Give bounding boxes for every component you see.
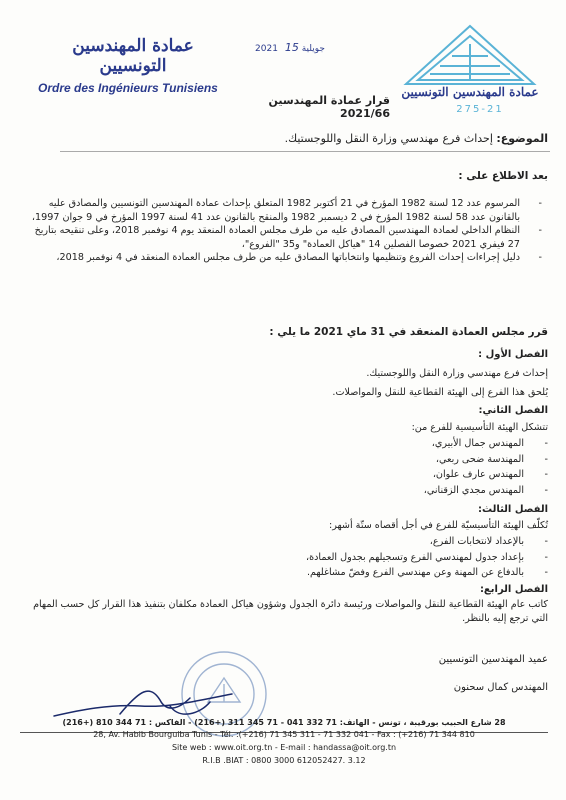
signatory-title: عميد المهندسين التونسيين bbox=[438, 654, 548, 665]
date-month: جويلية bbox=[301, 44, 325, 54]
list-item: - المرسوم عدد 12 لسنة 1982 المؤرخ في 21 أكتوبر 1982 المتعلق بإحداث عمادة المهندسين التونسيين والمصادق عليه بالقانون عدد 58 لسنة 1982 المؤرخ في 2 ديسمبر 1982 والمنقح بالقانون عدد 41 لسنة 1997 المؤرخ في 9 جوان 1997، bbox=[31, 198, 542, 223]
subject-underline bbox=[60, 151, 550, 152]
chapter-1-title: الفصل الأول : bbox=[478, 349, 548, 360]
founding-members-list bbox=[40, 436, 548, 498]
after-review-heading: بعد الاطلاع على : bbox=[458, 170, 548, 182]
footer-website-email: Site web : www.oit.org.tn - E-mail : handassa@oit.org.tn bbox=[171, 743, 397, 752]
committee-tasks-list bbox=[40, 534, 548, 581]
date-day: 15 bbox=[284, 41, 299, 54]
list-item: - بإعداد جدول لمهندسي الفرع وتسجيلهم بجدول العمادة، bbox=[306, 551, 548, 563]
chapter-1-text: إحداث فرع مهندسي وزارة النقل واللوجستيك. bbox=[366, 368, 548, 379]
chapter-4-text: كاتب عام الهيئة القطاعية للنقل والمواصلات ورئيسة دائرة الجدول وشؤون هياكل العمادة مكلفان بتنفيذ هذا القرار كل حسب المهام التي ترجع إليه بالنظر. bbox=[33, 599, 548, 624]
chapter-1-affiliation: يُلحق هذا الفرع إلى الهيئة القطاعية للنقل والمواصلات. bbox=[332, 387, 548, 398]
brand-name-french: Ordre des Ingénieurs Tunisiens bbox=[38, 81, 218, 95]
council-decision-heading: قرر مجلس العمادة المنعقد في 31 ماي 2021 ما يلي : bbox=[269, 326, 548, 338]
signatory-name: المهندس كمال سحنون bbox=[453, 682, 548, 693]
reference-number: 275-21 bbox=[456, 104, 504, 115]
list-item: - المهندس مجدي الزقناني، bbox=[423, 484, 548, 496]
date-year: 2021 bbox=[255, 44, 278, 54]
list-item: - بالإعداد لانتخابات الفرع، bbox=[429, 536, 548, 547]
list-item: - بالدفاع عن المهنة وعن مهندسي الفرع وفضّ مشاغلهم. bbox=[306, 567, 548, 578]
subject-label: الموضوع: bbox=[496, 132, 548, 145]
decision-title: قرار عمادة المهندسين 2021/66 bbox=[268, 94, 390, 120]
subject-line bbox=[20, 132, 548, 148]
chapter-2-intro: تتشكل الهيئة التأسيسية للفرع من: bbox=[411, 422, 548, 433]
footer-bank-rib: R.I.B .BIAT : 0800 3000 612052427. 3.12 bbox=[202, 756, 366, 765]
logo-caption-arabic: عمادة المهندسين التونسيين bbox=[401, 85, 539, 99]
list-item: - دليل إجراءات إحداث الفروع وتنظيمها وانتخاباتها المصادق عليه من طرف مجلس العمادة المنعقد في 4 نوفمبر 2018، bbox=[56, 252, 542, 263]
list-item: - المهندسة ضحى ربعي، bbox=[435, 453, 548, 465]
chapter-2-title: الفصل الثاني: bbox=[478, 405, 548, 416]
list-item: - المهندس عارف علوان، bbox=[432, 469, 548, 480]
list-item: - المهندس جمال الأبيري، bbox=[431, 438, 548, 449]
subject-text: إحداث فرع مهندسي وزارة النقل واللوجستيك. bbox=[284, 132, 493, 145]
chapter-4-title: الفصل الرابع: bbox=[479, 584, 548, 595]
chapter-3-title: الفصل الثالث: bbox=[478, 504, 548, 515]
footer-address-french: 28, Av. Habib Bourguiba Tunis - Tél. :(+216) 71 345 311 - 71 332 041 - Fax : (+216) 71 344 810 bbox=[93, 730, 475, 739]
list-item: - النظام الداخلي لعمادة المهندسين المصادق عليه من طرف مجلس العمادة المنعقد يوم 4 نوفمبر 2018، وعلى تنقيحه بتاريخ 27 فيفري 2021 خصوصا الفصلين 14 "هياكل العمادة" و35 "الفروع"، bbox=[34, 225, 542, 250]
brand-name-arabic: عمادة المهندسين التونسيين bbox=[72, 36, 194, 76]
references-list bbox=[28, 197, 542, 265]
chapter-3-intro: تُكلّف الهيئة التأسيسيّة للفرع في أجل أقصاه ستّة أشهر: bbox=[328, 520, 548, 531]
footer-address-arabic: 28 شارع الحبيب بورقيبة ، تونس - الهاتف: 71 332 041 - 71 345 311 (+216) - الفاكس : 71 344 810 (+216) bbox=[62, 718, 506, 727]
document-date bbox=[255, 41, 325, 55]
